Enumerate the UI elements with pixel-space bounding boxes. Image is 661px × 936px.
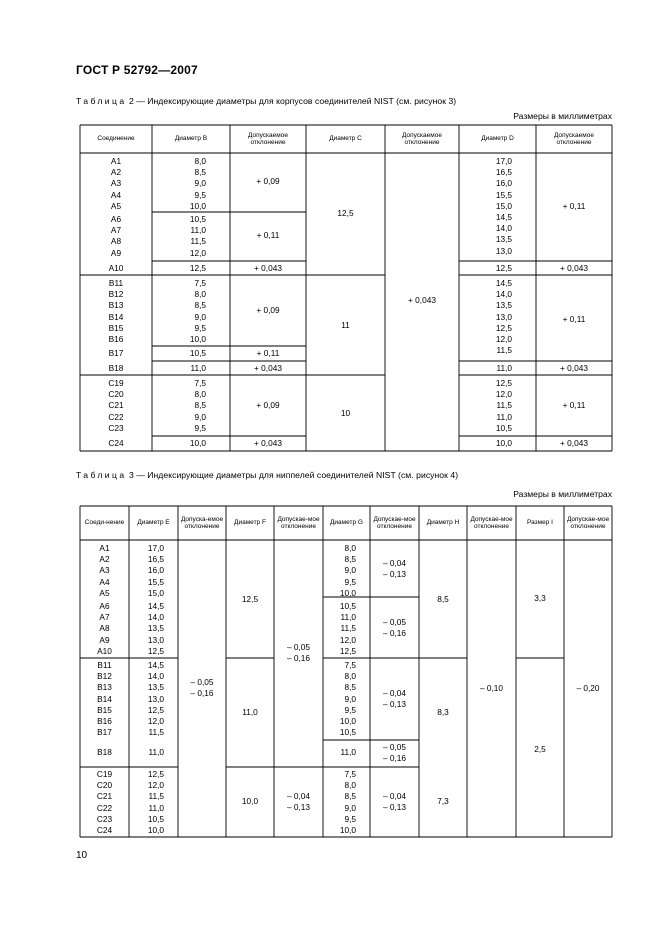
t3-diam-f-a: 12,5 xyxy=(241,594,259,604)
t3-header-diam-g: Диаметр G xyxy=(330,519,363,527)
table-cell: – 0,04 xyxy=(382,558,407,568)
t3-conn-c1 xyxy=(80,769,129,836)
table-cell: 13,5 xyxy=(147,623,164,634)
t3-header-size-i: Размер I xyxy=(527,519,553,527)
table-cell: – 0,05 xyxy=(190,677,214,687)
table-cell: – 0,16 xyxy=(286,653,311,664)
table-cell: 9,5 xyxy=(194,322,206,333)
table-cell: C21 xyxy=(96,791,113,802)
table-cell: 13,0 xyxy=(147,634,164,645)
t3-diam-f-b: 11,0 xyxy=(242,707,258,717)
table-cell: B13 xyxy=(97,682,112,693)
table-cell: B18 xyxy=(108,363,124,373)
table-cell: B16 xyxy=(108,334,124,345)
table-cell: 9,0 xyxy=(194,178,206,189)
table-cell: – 0,13 xyxy=(286,802,311,813)
table-cell: 10,0 xyxy=(189,438,206,448)
table-cell: – 0,04 xyxy=(382,791,407,801)
t2-tol-d-a2: + 0,043 xyxy=(560,263,588,273)
table-cell: A8 xyxy=(99,623,110,634)
table-cell: 12,5 xyxy=(495,263,512,273)
t3-tol-f-ab xyxy=(274,642,323,664)
table-cell: 14,5 xyxy=(495,212,512,223)
table-cell: 17,0 xyxy=(147,543,164,553)
table-cell: 8,0 xyxy=(194,156,206,166)
t2-diam-c-c: 10 xyxy=(340,408,351,418)
table-cell: B11 xyxy=(97,660,112,670)
table-cell: 9,0 xyxy=(194,411,206,422)
table-cell: 12,5 xyxy=(339,645,356,656)
table-cell: – 0,16 xyxy=(382,753,407,764)
table2-caption-text: 2 — Индексирующие диаметры для корпусов соединителей NIST (см. рисунок 3) xyxy=(126,96,457,106)
table-cell: 15,0 xyxy=(495,200,512,211)
table-cell: A3 xyxy=(110,178,122,189)
t3-tol-i: – 0,20 xyxy=(576,683,600,693)
t2-tol-d-a1: + 0,11 xyxy=(562,201,586,211)
table-cell: 14,0 xyxy=(147,671,164,682)
table-cell: 8,5 xyxy=(194,167,206,178)
table-cell: A7 xyxy=(99,612,110,623)
t3-tol-g-a1 xyxy=(370,558,419,580)
table-cell: 9,5 xyxy=(194,422,206,433)
table-cell: 11,0 xyxy=(148,747,164,757)
table2-units: Размеры в миллиметрах xyxy=(513,111,612,121)
page-number: 10 xyxy=(76,850,88,861)
table-cell: 12,5 xyxy=(495,378,512,388)
table-cell: C24 xyxy=(96,825,113,836)
table-cell: 13,5 xyxy=(147,682,164,693)
table-cell: 10,0 xyxy=(189,200,206,211)
table-cell: 11,0 xyxy=(190,225,206,236)
table-cell: 13,5 xyxy=(495,300,512,311)
table-cell: A3 xyxy=(99,565,110,576)
table-cell: – 0,05 xyxy=(382,617,407,627)
t2-header-connection: Соединение xyxy=(97,135,135,143)
table-cell: 11,5 xyxy=(148,791,164,802)
table-cell: 11,0 xyxy=(496,363,512,373)
t3-diam-h-b: 8,3 xyxy=(437,707,449,717)
table-cell: 8,0 xyxy=(194,389,206,400)
t2-header-diam-d: Диаметр D xyxy=(481,135,514,143)
t2-tol-b-a1: + 0,09 xyxy=(256,176,280,186)
t2-diam-c-a: 12,5 xyxy=(337,208,354,218)
t3-diam-e-a1 xyxy=(134,543,164,599)
table-cell: A7 xyxy=(110,225,122,236)
t2-tol-b-b3: + 0,043 xyxy=(254,363,282,373)
table-cell: 11,5 xyxy=(340,623,356,634)
table-cell: 12,0 xyxy=(495,389,512,400)
table2-caption-prefix: Таблица xyxy=(76,96,127,106)
table-cell: 8,5 xyxy=(194,400,206,411)
t3-diam-h-c: 7,3 xyxy=(437,796,449,806)
table-cell: – 0,04 xyxy=(382,688,407,698)
table-cell: 7,5 xyxy=(344,660,356,670)
table-cell: 14,5 xyxy=(147,660,164,670)
table-cell: 14,0 xyxy=(495,289,512,300)
table-cell: 12,5 xyxy=(495,322,512,333)
t3-diam-g-a1 xyxy=(330,543,356,599)
table-cell: 14,5 xyxy=(495,278,512,288)
table-cell: A4 xyxy=(110,189,122,200)
table-cell: A1 xyxy=(110,156,122,166)
table-cell: – 0,05 xyxy=(286,642,311,652)
table-cell: 15,0 xyxy=(147,587,164,598)
table-cell: 15,5 xyxy=(147,576,164,587)
table-cell: C23 xyxy=(96,813,113,824)
t3-diam-e-b2 xyxy=(134,747,164,758)
t3-conn-b2 xyxy=(80,747,129,758)
table-cell: A2 xyxy=(110,167,122,178)
table-cell: 8,5 xyxy=(344,554,356,565)
table-cell: C22 xyxy=(96,802,113,813)
table-cell: 11,0 xyxy=(496,411,512,422)
table-cell: 14,5 xyxy=(147,601,164,611)
t2-tol-d-b1: + 0,11 xyxy=(562,314,586,324)
table-cell: A2 xyxy=(99,554,110,565)
table-cell: 9,5 xyxy=(344,813,356,824)
table-cell: 10,0 xyxy=(339,587,356,598)
table-cell: B17 xyxy=(108,348,124,358)
table-cell: 10,0 xyxy=(339,825,356,836)
table-cell: 11,0 xyxy=(340,747,356,757)
table-cell: A1 xyxy=(99,543,110,553)
table-cell: 10,0 xyxy=(147,825,164,836)
t3-diam-g-a2 xyxy=(330,601,356,657)
table-cell: 12,0 xyxy=(147,716,164,727)
table-cell: B16 xyxy=(97,716,112,727)
t2-tol-c: + 0,043 xyxy=(408,295,436,305)
t3-diam-h-a: 8,5 xyxy=(437,594,449,604)
table-cell: 9,5 xyxy=(194,189,206,200)
table-cell: A10 xyxy=(108,263,124,273)
table-cell: 12,0 xyxy=(189,247,206,258)
table-cell: 9,0 xyxy=(194,311,206,322)
t2-header-diam-b: Диаметр В xyxy=(174,135,208,143)
table-cell: 11,5 xyxy=(148,727,164,738)
table-cell: 16,0 xyxy=(147,565,164,576)
table-cell: 8,0 xyxy=(344,780,356,791)
t2-tol-b-a2: + 0,11 xyxy=(256,230,280,240)
table-cell: B15 xyxy=(97,704,112,715)
table-cell: C21 xyxy=(108,400,124,411)
table-cell: 16,5 xyxy=(147,554,164,565)
t2-tol-b-c1: + 0,09 xyxy=(256,400,280,410)
table-cell: B14 xyxy=(97,693,112,704)
table-cell: 12,5 xyxy=(189,263,206,273)
table-cell: B17 xyxy=(97,727,112,738)
table-cell: B14 xyxy=(108,311,124,322)
table-cell: 11,5 xyxy=(496,345,512,356)
t2-header-tol-d: Допускаемое отклонение xyxy=(554,131,594,146)
table3-units: Размеры в миллиметрах xyxy=(513,489,612,499)
t3-conn-b1 xyxy=(80,660,129,738)
t3-header-tol-g: Допускае-мое отклонение xyxy=(373,515,416,530)
t2-tol-d-c1: + 0,11 xyxy=(562,400,586,410)
table-cell: 10,5 xyxy=(495,422,512,433)
table-cell: 9,0 xyxy=(344,693,356,704)
table-cell: 8,0 xyxy=(344,671,356,682)
t3-diam-g-b2 xyxy=(330,747,356,758)
t3-header-tol-i: Допускае-мое отклонение xyxy=(566,515,610,530)
t3-size-i-bc: 2,5 xyxy=(534,744,546,754)
t3-diam-g-b1 xyxy=(330,660,356,738)
table-cell: A9 xyxy=(99,634,110,645)
table-cell: 12,0 xyxy=(339,634,356,645)
table-cell: 13,0 xyxy=(495,311,512,322)
table-cell: 14,0 xyxy=(495,223,512,234)
table-cell: 10,5 xyxy=(339,601,356,611)
t3-diam-e-a2 xyxy=(134,601,164,657)
table-cell: 9,0 xyxy=(344,802,356,813)
t3-diam-e-c1 xyxy=(134,769,164,836)
table-cell: A4 xyxy=(99,576,110,587)
table-cell: B11 xyxy=(108,278,124,288)
t3-tol-g-b2 xyxy=(370,742,419,764)
table-cell: 8,0 xyxy=(194,289,206,300)
t3-diam-g-c1 xyxy=(330,769,356,836)
table-cell: A8 xyxy=(110,236,122,247)
t3-tol-h: – 0,10 xyxy=(479,683,504,693)
t2-header-tol-c: Допускаемое отклонение xyxy=(402,131,442,146)
table-cell: 9,5 xyxy=(344,704,356,715)
table-cell: 7,5 xyxy=(344,769,356,779)
table-cell: 10,0 xyxy=(189,334,206,345)
t3-header-tol-f: Допускае-мое отклонение xyxy=(277,515,320,530)
table-cell: 10,5 xyxy=(189,214,206,224)
t3-header-tol-h: Допускае-мое отклонение xyxy=(470,515,513,530)
table-cell: 11,0 xyxy=(340,612,356,623)
table-cell: 13,5 xyxy=(495,234,512,245)
table-cell: 12,0 xyxy=(495,334,512,345)
table-cell: 17,0 xyxy=(495,156,512,166)
t3-size-i-a: 3,3 xyxy=(534,593,546,603)
table-cell: B12 xyxy=(108,289,124,300)
table-cell: C19 xyxy=(108,378,124,388)
table-cell: 12,5 xyxy=(147,645,164,656)
t3-conn-a1 xyxy=(80,543,129,599)
table-cell: – 0,13 xyxy=(382,802,407,813)
table-cell: C22 xyxy=(108,411,124,422)
table-cell: 12,0 xyxy=(147,780,164,791)
t3-tol-g-b1 xyxy=(370,688,419,710)
t3-diam-e-b1 xyxy=(134,660,164,738)
t3-tol-g-a2 xyxy=(370,617,419,639)
table-cell: 11,5 xyxy=(496,400,512,411)
t2-diam-c-b: 11 xyxy=(341,320,350,330)
t3-header-diam-e: Диаметр E xyxy=(137,519,170,527)
table3-caption-text: 3 — Индексирующие диаметры для ниппелей соединителей NIST (см. рисунок 4) xyxy=(126,470,459,480)
table-cell: 9,5 xyxy=(344,576,356,587)
t2-tol-d-b2: + 0,043 xyxy=(560,363,588,373)
table-cell: 15,5 xyxy=(495,189,512,200)
table-cell: 7,5 xyxy=(194,378,206,388)
t3-tol-f-c xyxy=(274,791,323,813)
table-cell: 8,5 xyxy=(344,791,356,802)
t2-tol-b-c2: + 0,043 xyxy=(254,438,282,448)
table-cell: C19 xyxy=(96,769,113,779)
table-cell: A9 xyxy=(110,247,122,258)
table-cell: C23 xyxy=(108,422,124,433)
table-cell: – 0,13 xyxy=(382,569,407,580)
table-cell: 11,0 xyxy=(190,363,206,373)
t2-header-tol-b: Допускаемое отклонение xyxy=(248,131,288,146)
t3-diam-f-c: 10,0 xyxy=(241,796,259,806)
table-cell: 10,0 xyxy=(339,716,356,727)
table-cell: 16,0 xyxy=(495,178,512,189)
table-cell: A5 xyxy=(110,200,122,211)
table-cell: – 0,13 xyxy=(382,699,407,710)
table-cell: 8,5 xyxy=(344,682,356,693)
t3-tol-g-c1 xyxy=(370,791,419,813)
table-cell: – 0,05 xyxy=(382,742,407,752)
table-cell: A5 xyxy=(99,587,110,598)
t3-header-diam-h: Диаметр H xyxy=(426,519,460,527)
table-cell: A6 xyxy=(110,214,122,224)
table-cell: C24 xyxy=(108,438,124,448)
table-cell: A6 xyxy=(99,601,110,611)
table-cell: 10,5 xyxy=(339,727,356,738)
table-cell: 10,5 xyxy=(147,813,164,824)
table-cell: – 0,04 xyxy=(286,791,311,801)
table-cell: 8,0 xyxy=(344,543,356,553)
t3-conn-a2 xyxy=(80,601,129,657)
table-cell: 13,0 xyxy=(147,693,164,704)
table-cell: 9,0 xyxy=(344,565,356,576)
table-cell: B15 xyxy=(108,322,124,333)
table-cell: 10,0 xyxy=(495,438,512,448)
t2-tol-d-c2: + 0,043 xyxy=(560,438,588,448)
table-cell: B13 xyxy=(108,300,124,311)
table-cell: – 0,16 xyxy=(190,688,214,699)
t2-tol-b-b2: + 0,11 xyxy=(256,348,280,358)
table-cell: – 0,16 xyxy=(382,628,407,639)
t3-header-diam-f: Диаметр F xyxy=(234,519,266,527)
table-cell: 16,5 xyxy=(495,167,512,178)
table-cell: 12,5 xyxy=(147,704,164,715)
table-cell: B18 xyxy=(97,747,112,757)
t3-header-connection: Соеди-нение xyxy=(84,519,125,527)
t3-tol-e xyxy=(178,677,226,699)
t2-tol-b-b1: + 0,09 xyxy=(256,305,280,315)
table-cell: 12,5 xyxy=(147,769,164,779)
table-cell: 11,5 xyxy=(190,236,206,247)
table-cell: B12 xyxy=(97,671,112,682)
table-cell: A10 xyxy=(97,645,112,656)
table-cell: 7,5 xyxy=(194,278,206,288)
table-cell: C20 xyxy=(108,389,124,400)
t2-tol-b-a3: + 0,043 xyxy=(254,263,282,273)
table-cell: 14,0 xyxy=(147,612,164,623)
t3-header-tol-e: Допуска-емое отклонение xyxy=(180,515,224,530)
table-cell: 13,0 xyxy=(495,245,512,256)
table3-caption-prefix: Таблица xyxy=(76,470,127,480)
table-cell: C20 xyxy=(96,780,113,791)
table-cell: 8,5 xyxy=(194,300,206,311)
table-cell: 10,5 xyxy=(189,348,206,358)
t2-header-diam-c: Диаметр С xyxy=(329,135,362,143)
table-cell: 11,0 xyxy=(148,802,164,813)
document-id: ГОСТ Р 52792—2007 xyxy=(76,63,198,77)
